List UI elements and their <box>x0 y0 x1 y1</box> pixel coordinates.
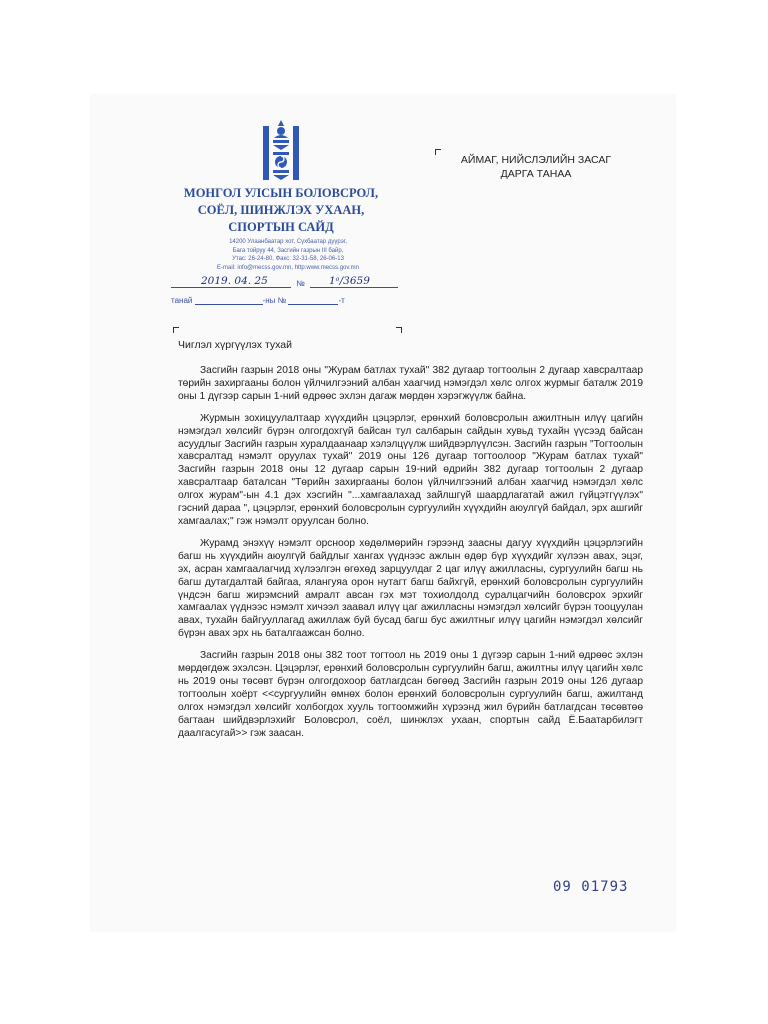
soyombo-emblem-icon <box>261 118 301 182</box>
address-line: 14200 Улаанбаатар хот, Сүхбаатар дүүрэг, <box>229 239 347 245</box>
corner-mark <box>396 327 402 333</box>
address-line: Бага тойруу 44, Засгийн газрын III байр, <box>232 247 344 254</box>
ministry-line: СПОРТЫН САЙД <box>228 220 334 234</box>
reg-number: 1ᵃ/3659 <box>329 275 370 287</box>
reply-to-label: танай <box>171 296 193 305</box>
reg-date: 2019. 04. 25 <box>201 275 268 287</box>
reg-no-label: № <box>296 279 305 288</box>
letter-subject: Чиглэл хүргүүлэх тухай <box>178 339 292 351</box>
body-paragraph: Журамд энэхүү нэмэлт орсноор хөдөлмөрийн гэрээнд заасны дагуу хүүхдийн цэцэрлэгийн багш нь хүүхдийн аюулгүй байдлыг хангах үүднээс ажлын өдөр бүр хүүхдийг хүлээн авах, эцэг, эх, асран хамгаалагчид хүлээлгэн өгөхөд зарцуулдаг 2 цаг илүү ажилласны, сургуулийн багш нь багш дутагдалтай байгаа, ялангуяа орон нутагт багш байхгүй, ерөнхий боловсролын сургуулийн үндсэн багш жирэмсний амралт авсан гэх мэт тохиолдолд суралцагчийн боловсрох эрхийг хамгаалах үүднээс нэмэлт хичээл заавал илүү цаг ажилласны нэмэгдэл хөлсийг бүрэн тооцуулан авах, тухайн байгууллагад ажиллаж буй бусад багш бус ажилтныг илүү цагийн нэмэгдэл хөлсийг бүрэн авах эрх нь баталгаажсан болно. <box>178 537 643 640</box>
address-line: Утас: 26-24-80, Факс: 32-31-58, 26-06-13 <box>232 256 344 262</box>
ministry-line: СОЁЛ, ШИНЖЛЭХ УХААН, <box>197 203 365 217</box>
ministry-line: МОНГОЛ УЛСЫН БОЛОВСРОЛ, <box>183 186 379 200</box>
letter-body <box>178 365 643 749</box>
corner-mark <box>173 327 179 333</box>
reply-reference-line <box>171 295 345 305</box>
reply-suffix: -т <box>338 296 345 305</box>
addressee-line: ДАРГА ТАНАА <box>500 168 572 180</box>
reply-no-label: -ны № <box>262 296 287 305</box>
addressee-line: АЙМАГ, НИЙСЛЭЛИЙН ЗАСАГ <box>460 154 612 166</box>
ministry-address <box>183 238 393 272</box>
body-paragraph: Засгийн газрын 2018 оны "Журам батлах тухай" 382 дугаар тогтоолын 2 дугаар хавсралтаар төрийн захиргааны болон үйлчилгээний албан хаагчид нэмэгдэл хөлс олгох журмыг баталж 2019 оны 1 дүгээр сарын 1-ний өдрөөс эхлэн дагаж мөрдөн хэрэгжүүлж байна. <box>178 365 643 402</box>
letter-page <box>91 95 675 931</box>
document-serial-number: 09 01793 <box>553 879 629 895</box>
ministry-name <box>171 185 391 236</box>
body-paragraph: Засгийн газрын 2018 оны 382 тоот тогтоол нь 2019 оны 1 дүгээр сарын 1-ний өдрөөс эхлэн мөрдөгдөж эхэлсэн. Цэцэрлэг, ерөнхий боловсролын сургуулийн багш, ажилтны илүү цагийн хөлс нь 2019 оны төсөвт бүрэн олгогдохоор батлагдсан бөгөөд Засгийн газрын 2019 оны 126 дугаар тогтоолын хоёрт <<сургуулийн өмнөх болон ерөнхий боловсролын сургуулийн багш, ажилтанд олгох нэмэгдэл хөлсийг холбогдох хууль тогтоомжийн хүрээнд жил бүрийн батлагдсан төсөвтөө багтаан шийдвэрлэхийг Боловсрол, соёл, шинжлэх ухаан, спортын сайд Ё.Баатарбилэгт даалгасугай>> гэж заасан. <box>178 650 643 739</box>
body-paragraph: Журмын зохицуулалтаар хүүхдийн цэцэрлэг, ерөнхий боловсролын ажилтнын илүү цагийн нэмэгдэл хөлсийг бүрэн олгогдохгүй байсан тул салбарын сайдын хувьд тухайн үүсээд байсан асуудлыг Засгийн газрын хуралдаанаар хэлэлцүүлж шийдвэрлүүлсэн. Засгийн газрын "Тогтоолын хавсралтад нэмэлт оруулах тухай" 2019 оны 126 дугаар тогтоолоор "Журам батлах тухай" Засгийн газрын 2018 оны 12 дугаар сарын 19-ний өдрийн 382 дугаар тогтоолын 2 дугаар хавсралтаар баталсан "Төрийн захиргааны болон үйлчилгээний албан хаагчид нэмэгдэл хөлс олгох журам"-ын 4.1 дэх хэсгийн "...хамгаалахад зайлшгүй шаардлагатай ажил гүйцэтгүүлэх" гэсний дараа ", цэцэрлэг, ерөнхий боловсролын сургуулийн хүүхдийн аюулгүй байдал, эрх ашгийг хамгаалах;" гэж нэмэлт оруулсан болно. <box>178 412 643 527</box>
address-line: E-mail: info@mecss.gov.mn, http:www.mecss.gov.mn <box>217 264 359 271</box>
addressee <box>441 153 631 181</box>
